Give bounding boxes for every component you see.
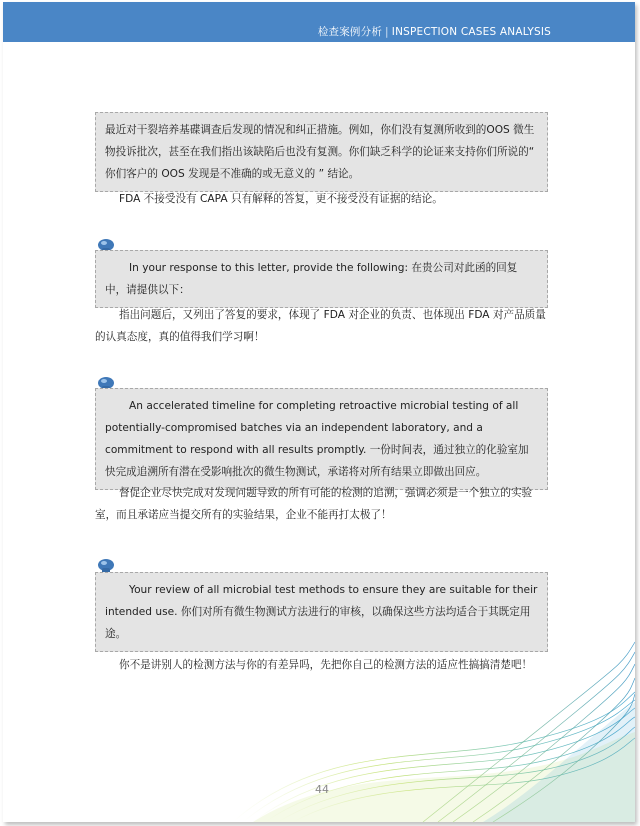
quote-text-3: An accelerated timeline for completing retroactive microbial testing of all potentially-compromised batches via an independent laboratory, and a commitment to respond with all results promptly. 一份时间表，通过独立的化验室加快完成追溯所有潜在受影响批次的微生物测试，承诺将对所有结果立即做出回应。: [105, 400, 529, 478]
header-title-cn: 检查案例分析: [317, 26, 383, 38]
header-separator: |: [385, 26, 389, 38]
comment-text-3: 督促企业尽快完成对发现问题导致的所有可能的检测的追溯，强调必须是一个独立的实验室，而且承诺应当提交所有的实验结果，企业不能再打太极了！: [95, 487, 533, 521]
quote-text-1: 最近对干裂培养基碟调查后发现的情况和纠正措施。例如，你们没有复测所收到的OOS 微生物投诉批次，甚至在我们指出该缺陷后也没有复测。你们缺乏科学的论证来支持你们所说的“ 你们客户的 OOS 发现是不准确的或无意义的 ” 结论。: [105, 124, 535, 180]
header-title-en: INSPECTION CASES ANALYSIS: [391, 26, 551, 38]
quote-box-3: [95, 388, 548, 490]
comment-text-2: 指出问题后，又列出了答复的要求，体现了 FDA 对企业的负责、也体现出 FDA 对产品质量的认真态度，真的值得我们学习啊！: [95, 309, 546, 343]
document-page: [3, 2, 635, 822]
header-bar: [3, 2, 635, 42]
comment-paragraph-4: [95, 654, 550, 676]
header-title: [318, 24, 551, 39]
quote-box-2: [95, 250, 548, 308]
quote-text-4: Your review of all microbial test methods to ensure they are suitable for their intended use. 你们对所有微生物测试方法进行的审核，以确保这些方法均适合于其既定用途。: [105, 584, 538, 640]
quote-text-2: In your response to this letter, provide the following: 在贵公司对此函的回复中，请提供以下：: [105, 262, 518, 296]
comment-paragraph-1: [95, 188, 550, 210]
comment-text-4: 你不是讲别人的检测方法与你的有差异吗，先把你自己的检测方法的适应性搞搞清楚吧！: [119, 659, 533, 671]
comment-text-1: FDA 不接受没有 CAPA 只有解释的答复，更不接受没有证据的结论。: [119, 193, 443, 205]
page-number: 44: [315, 783, 329, 796]
quote-box-4: [95, 572, 548, 652]
comment-paragraph-3: [95, 482, 550, 526]
quote-box-1: [95, 112, 548, 192]
comment-paragraph-2: [95, 304, 550, 348]
